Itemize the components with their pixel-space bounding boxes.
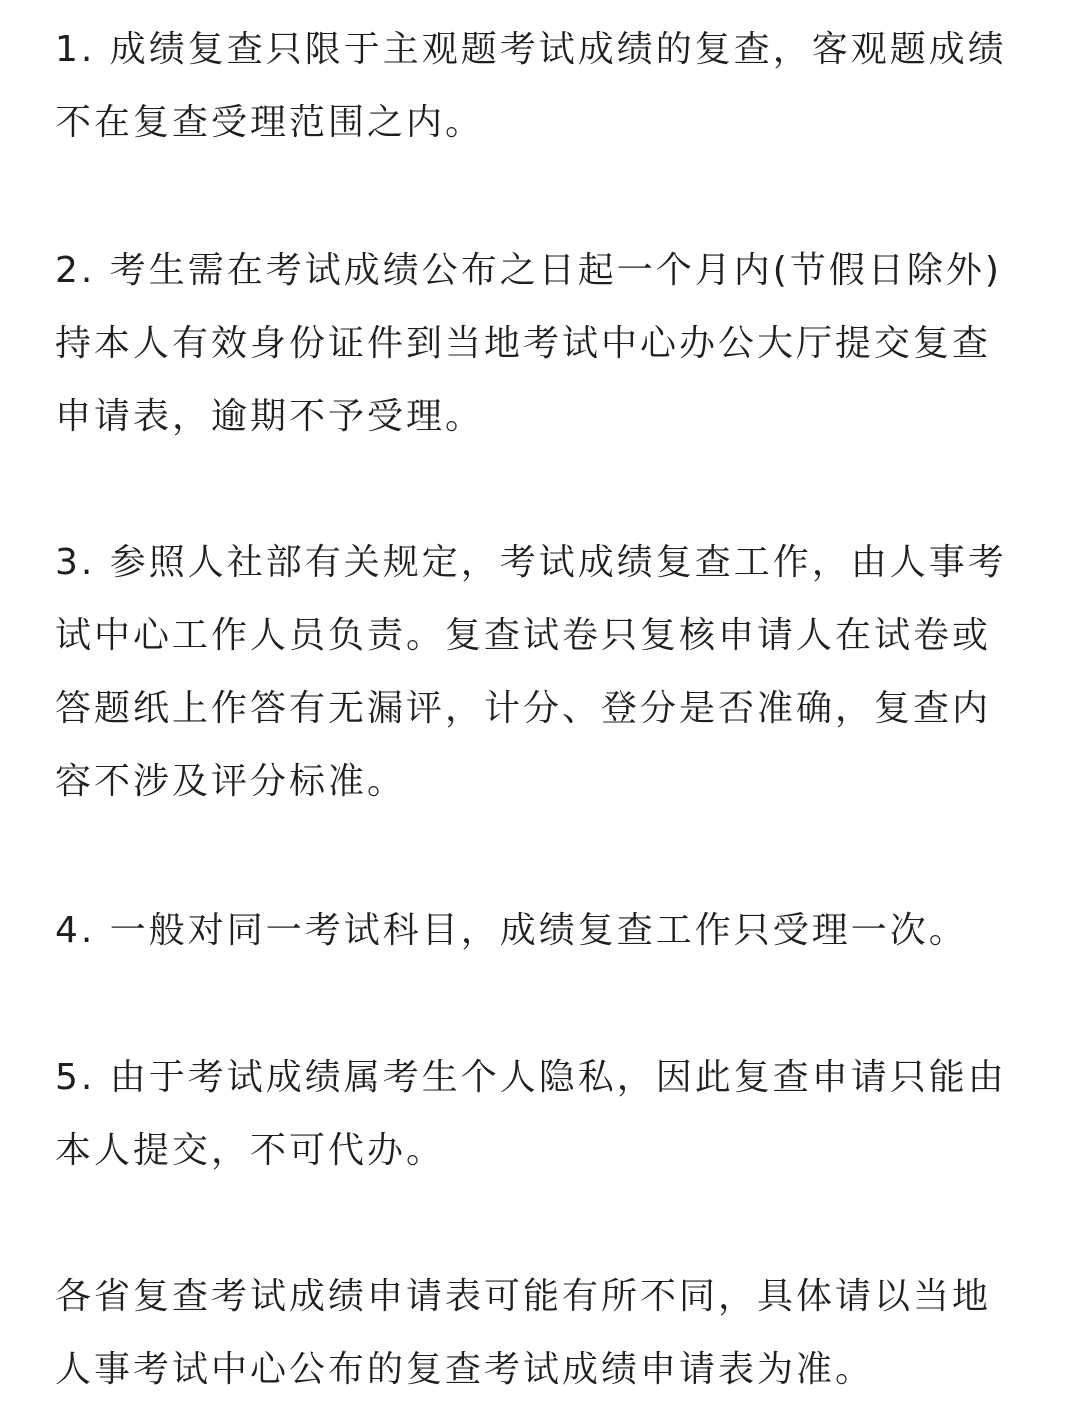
note-line-1: 各省复查考试成绩申请表可能有所不同，具体请以当地: [55, 1276, 992, 1317]
item-3-line-3: 答题纸上作答有无漏评，计分、登分是否准确，复查内: [55, 688, 992, 729]
item-2-line-1: 2. 考生需在考试成绩公布之日起一个月内(节假日除外): [55, 250, 1002, 291]
item-2-line-2: 持本人有效身份证件到当地考试中心办公大厅提交复查: [55, 323, 992, 364]
item-3-line-1: 3. 参照人社部有关规定，考试成绩复查工作，由人事考: [55, 542, 1007, 583]
item-3-line-4: 容不涉及评分标准。: [55, 761, 407, 802]
item-3-line-2: 试中心工作人员负责。复查试卷只复核申请人在试卷或: [55, 615, 992, 656]
item-1-line-1: 1. 成绩复查只限于主观题考试成绩的复查，客观题成绩: [55, 29, 1007, 70]
item-2-line-3: 申请表，逾期不予受理。: [55, 396, 485, 437]
item-4-line-1: 4. 一般对同一考试科目，成绩复查工作只受理一次。: [55, 910, 968, 951]
item-1-line-2: 不在复查受理范围之内。: [55, 102, 485, 143]
item-5-line-2: 本人提交，不可代办。: [55, 1130, 446, 1171]
item-5-line-1: 5. 由于考试成绩属考生个人隐私，因此复查申请只能由: [55, 1057, 1007, 1098]
note-line-2: 人事考试中心公布的复查考试成绩申请表为准。: [55, 1349, 875, 1390]
